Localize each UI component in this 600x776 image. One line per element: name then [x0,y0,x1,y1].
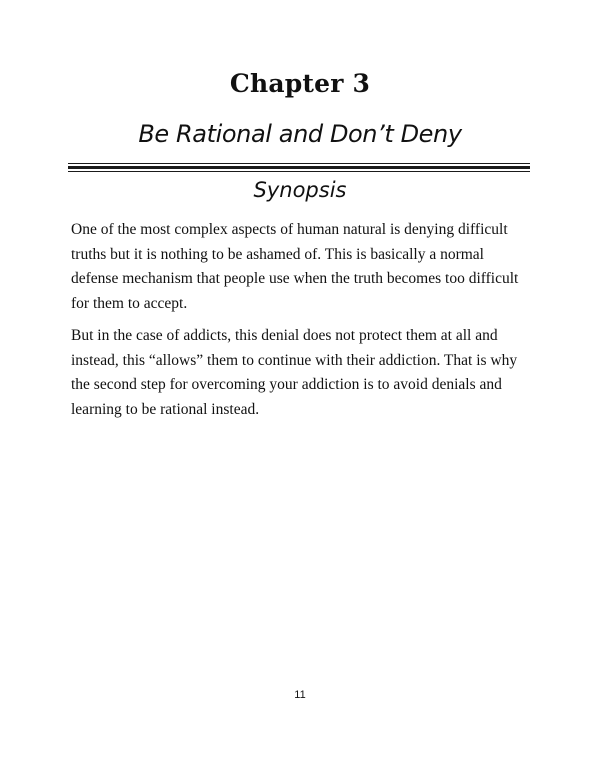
divider-rule-top [68,163,530,164]
chapter-subtitle: Be Rational and Don’t Deny [138,120,462,148]
divider-rule-bottom [68,171,530,172]
page-number: 11 [294,689,306,701]
chapter-title: Chapter 3 [229,69,371,98]
body-paragraph: But in the case of addicts, this denial does not protect them at all and instead, this “allows” them to continue with their addiction. That is why the second step for overcoming your addiction is to avoid denials and learning to be rational instead. [71,327,518,418]
body-paragraph: One of the most complex aspects of human natural is denying difficult truths but it is nothing to be ashamed of. This is basically a normal defense mechanism that people use when the truth becomes too difficult for them to accept. [71,221,519,312]
section-heading: Synopsis [253,178,347,202]
divider-rule-thick [68,166,530,169]
